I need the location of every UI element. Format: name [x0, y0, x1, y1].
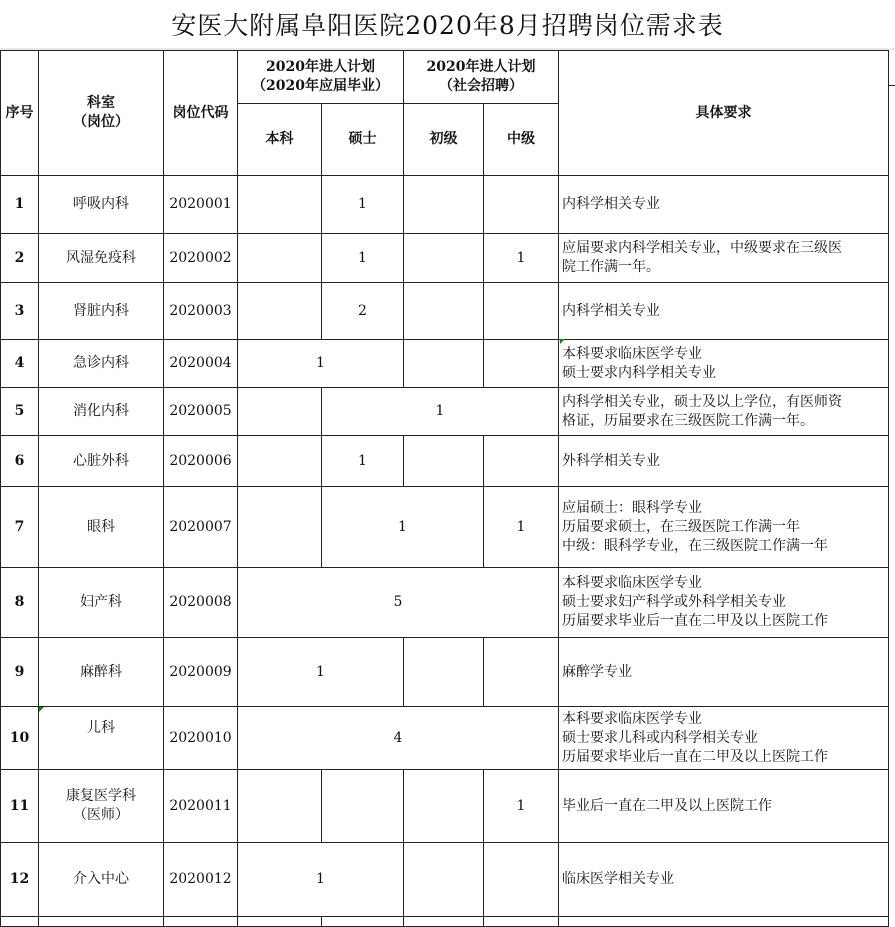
row-value: 1	[238, 843, 404, 917]
cell-empty	[238, 487, 322, 568]
row-requirements	[559, 843, 889, 917]
cell-empty	[484, 176, 559, 234]
header-requirements: 具体要求	[559, 51, 889, 176]
row-value: 1	[238, 340, 404, 388]
req-line: 硕士要求内科学相关专业	[562, 364, 716, 381]
cell-empty	[484, 638, 559, 707]
row-code: 2020008	[164, 568, 238, 638]
row-value: 1	[322, 388, 559, 436]
row-requirements	[559, 638, 889, 707]
row-dept: 妇产科	[39, 568, 164, 638]
comment-marker-icon	[560, 339, 565, 344]
cell-empty	[404, 638, 484, 707]
req-line: 历届要求毕业后一直在二甲及以上医院工作	[562, 613, 828, 629]
row-seq: 8	[1, 568, 39, 638]
row-seq: 12	[1, 843, 39, 917]
cell-empty	[484, 283, 559, 340]
row-code: 2020012	[164, 843, 238, 917]
table-row-partial	[1, 917, 889, 927]
row-dept: 心脏外科	[39, 436, 164, 487]
row-value-middle: 1	[484, 770, 559, 843]
req-line: 中级：眼科学专业，在三级医院工作满一年	[562, 537, 828, 554]
cell-empty	[404, 843, 484, 917]
header-plan-social-line2: （社会招聘）	[439, 78, 523, 94]
row-code: 2020001	[164, 176, 238, 234]
row-dept-line1: 康复医学科	[66, 788, 136, 804]
row-code: 2020005	[164, 388, 238, 436]
table-row	[1, 843, 889, 917]
req-line: 临床医学相关专业	[562, 871, 674, 887]
cell-empty	[404, 283, 484, 340]
row-seq: 10	[1, 707, 39, 770]
row-code: 2020003	[164, 283, 238, 340]
row-dept	[39, 770, 164, 843]
row-requirements	[559, 707, 889, 770]
row-code: 2020009	[164, 638, 238, 707]
req-line: 内科学相关专业	[562, 196, 660, 212]
cell-empty	[404, 917, 484, 927]
req-line: 院工作满一年。	[562, 259, 660, 275]
row-requirements	[559, 770, 889, 843]
req-line: 应届要求内科学相关专业，中级要求在三级医	[562, 240, 842, 256]
row-requirements	[559, 340, 889, 388]
cell-empty	[238, 917, 322, 927]
header-code: 岗位代码	[164, 51, 238, 176]
row-value-middle: 1	[484, 234, 559, 283]
header-dept-line1: 科室	[87, 95, 115, 111]
row-dept: 眼科	[39, 487, 164, 568]
req-line: 历届要求硕士，在三级医院工作满一年	[562, 518, 800, 535]
row-code: 2020002	[164, 234, 238, 283]
row-code: 2020006	[164, 436, 238, 487]
row-requirements	[559, 388, 889, 436]
table-row	[1, 638, 889, 707]
recruitment-table	[0, 50, 889, 927]
row-dept: 风湿免疫科	[39, 234, 164, 283]
row-seq: 9	[1, 638, 39, 707]
page-title: 安医大附属阜阳医院2020年8月招聘岗位需求表	[0, 0, 895, 49]
header-plan-social-line1: 2020年进人计划	[426, 59, 536, 75]
row-requirements	[559, 487, 889, 568]
row-seq: 4	[1, 340, 39, 388]
row-dept-line2: （医师）	[73, 807, 129, 823]
cell-empty	[238, 176, 322, 234]
cell-empty	[404, 176, 484, 234]
cell-empty	[484, 917, 559, 927]
table-row	[1, 340, 889, 388]
row-value: 1	[322, 436, 404, 487]
header-dept-line2: （岗位）	[73, 114, 129, 130]
cell-empty	[1, 917, 39, 927]
row-seq: 2	[1, 234, 39, 283]
cell-empty	[484, 340, 559, 388]
req-line: 格证，历届要求在三级医院工作满一年。	[562, 412, 814, 429]
table-row	[1, 436, 889, 487]
row-dept: 介入中心	[39, 843, 164, 917]
req-line: 历届要求毕业后一直在二甲及以上医院工作	[562, 748, 828, 765]
table-row	[1, 388, 889, 436]
row-value: 1	[238, 638, 404, 707]
req-line: 本科要求临床医学专业	[562, 345, 702, 362]
cell-empty	[164, 917, 238, 927]
row-code: 2020007	[164, 487, 238, 568]
table-row	[1, 707, 889, 770]
cell-empty	[559, 917, 889, 927]
cell-empty	[484, 436, 559, 487]
comment-marker-icon	[39, 707, 44, 712]
header-dept	[39, 51, 164, 176]
row-value: 1	[322, 487, 484, 568]
row-dept: 急诊内科	[39, 340, 164, 388]
row-value: 2	[322, 283, 404, 340]
row-value-middle: 1	[484, 487, 559, 568]
req-line: 内科学相关专业	[562, 302, 660, 319]
req-line: 本科要求临床医学专业	[562, 710, 702, 727]
row-seq: 1	[1, 176, 39, 234]
header-plan-grad-line2: （2020年应届毕业）	[252, 78, 389, 94]
header-bachelor: 本科	[238, 104, 322, 176]
row-dept: 消化内科	[39, 388, 164, 436]
table-row	[1, 487, 889, 568]
cell-empty	[238, 388, 322, 436]
cell-empty	[238, 234, 322, 283]
row-seq: 5	[1, 388, 39, 436]
header-master: 硕士	[322, 104, 404, 176]
header-plan-social	[404, 51, 559, 104]
cell-empty	[404, 234, 484, 283]
header-plan-grad	[238, 51, 404, 104]
cell-empty	[238, 436, 322, 487]
row-code: 2020010	[164, 707, 238, 770]
row-requirements	[559, 283, 889, 340]
cell-empty	[39, 917, 164, 927]
cell-empty	[322, 770, 404, 843]
table-row	[1, 234, 889, 283]
row-seq: 7	[1, 487, 39, 568]
req-line: 内科学相关专业，硕士及以上学位，有医师资	[562, 393, 842, 410]
cell-empty	[404, 770, 484, 843]
row-requirements	[559, 568, 889, 638]
header-seq: 序号	[1, 51, 39, 176]
row-requirements	[559, 234, 889, 283]
table-row	[1, 770, 889, 843]
row-code: 2020004	[164, 340, 238, 388]
req-line: 本科要求临床医学专业	[562, 575, 702, 591]
req-line: 硕士要求妇产科学或外科学相关专业	[562, 594, 786, 610]
header-middle: 中级	[484, 104, 559, 176]
edge-line	[888, 85, 895, 86]
row-dept: 肾脏内科	[39, 283, 164, 340]
cell-empty	[404, 436, 484, 487]
row-dept: 麻醉科	[39, 638, 164, 707]
row-value: 1	[322, 176, 404, 234]
row-dept-label: 儿科	[87, 720, 115, 736]
row-requirements	[559, 436, 889, 487]
row-seq: 3	[1, 283, 39, 340]
req-line: 毕业后一直在二甲及以上医院工作	[562, 797, 772, 814]
cell-empty	[322, 917, 404, 927]
header-plan-grad-line1: 2020年进人计划	[266, 59, 375, 75]
req-line: 硕士要求儿科或内科学相关专业	[562, 729, 758, 746]
row-code: 2020011	[164, 770, 238, 843]
req-line: 应届硕士：眼科学专业	[562, 499, 702, 516]
row-value: 1	[322, 234, 404, 283]
req-line: 外科学相关专业	[562, 452, 660, 469]
table-row	[1, 283, 889, 340]
row-dept	[39, 707, 164, 770]
row-dept: 呼吸内科	[39, 176, 164, 234]
row-seq: 11	[1, 770, 39, 843]
row-value: 5	[238, 568, 559, 638]
table-row	[1, 568, 889, 638]
req-line: 麻醉学专业	[562, 663, 632, 680]
cell-empty	[238, 770, 322, 843]
row-seq: 6	[1, 436, 39, 487]
cell-empty	[238, 283, 322, 340]
row-requirements	[559, 176, 889, 234]
cell-empty	[484, 843, 559, 917]
table-row	[1, 176, 889, 234]
header-junior: 初级	[404, 104, 484, 176]
row-value: 4	[238, 707, 559, 770]
cell-empty	[404, 340, 484, 388]
